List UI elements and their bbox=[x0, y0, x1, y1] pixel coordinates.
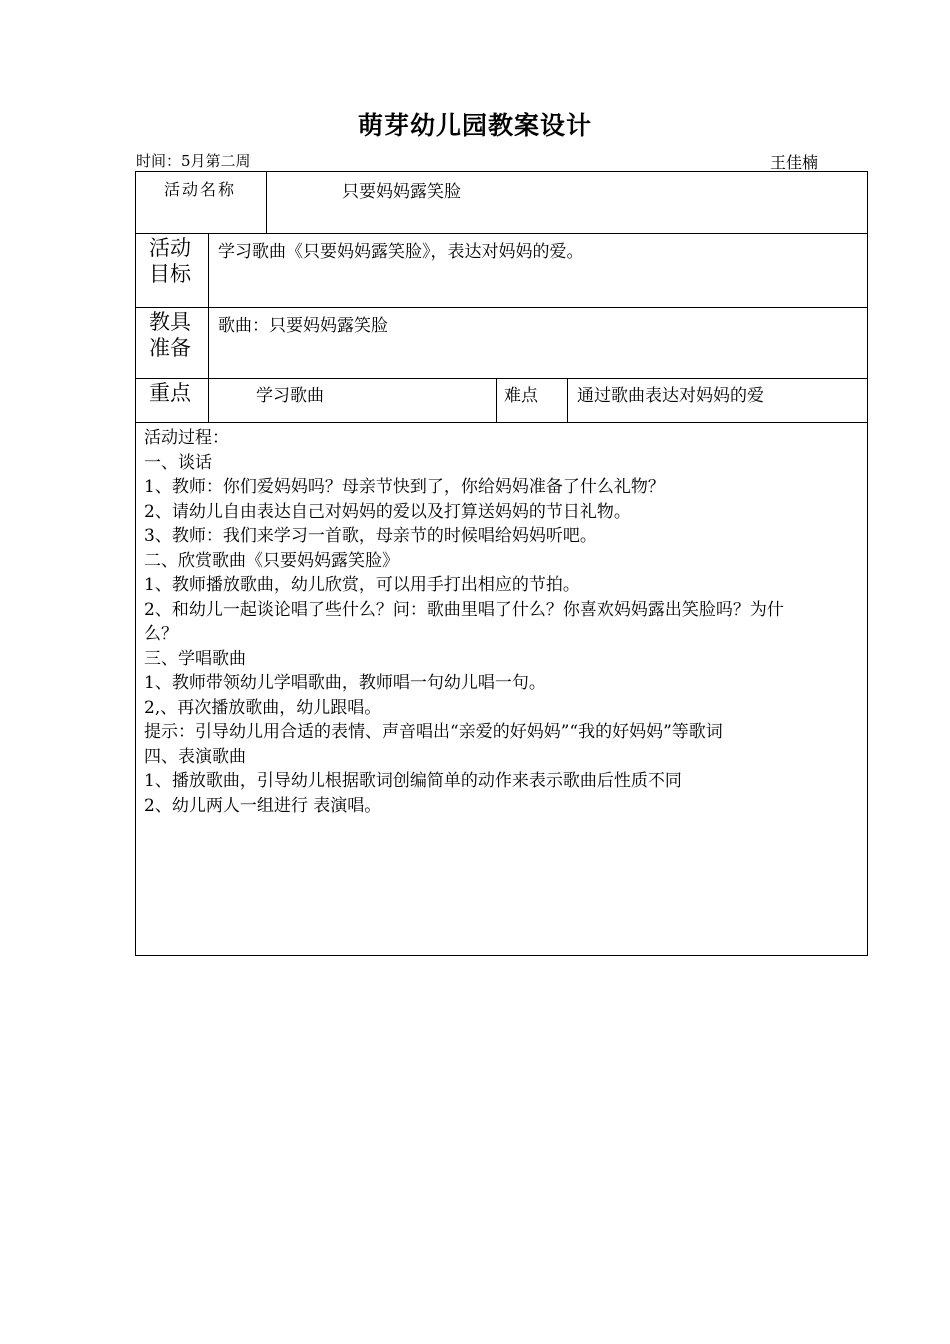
process-line: 1、教师播放歌曲，幼儿欣赏，可以用手打出相应的节拍。 bbox=[144, 575, 580, 595]
activity-name-value: 只要妈妈露笑脸 bbox=[342, 182, 461, 202]
process-line: 么？ bbox=[144, 624, 178, 644]
materials-value: 歌曲：只要妈妈露笑脸 bbox=[218, 316, 388, 336]
section-heading: 四、表演歌曲 bbox=[144, 746, 246, 767]
section-heading: 二、欣赏歌曲《只要妈妈露笑脸》 bbox=[144, 550, 399, 571]
difficulty-value: 通过歌曲表达对妈妈的爱 bbox=[577, 386, 764, 406]
key-point-value: 学习歌曲 bbox=[256, 386, 324, 406]
activity-name-label: 活动名称 bbox=[164, 180, 237, 199]
key-point-label: 重点 bbox=[149, 381, 191, 405]
goal-value: 学习歌曲《只要妈妈露笑脸》，表达对妈妈的爱。 bbox=[218, 242, 584, 262]
column-divider bbox=[567, 378, 568, 422]
document-title: 萌芽幼儿园教案设计 bbox=[357, 111, 592, 140]
row-divider bbox=[136, 422, 867, 423]
process-line: 1、教师带领幼儿学唱歌曲，教师唱一句幼儿唱一句。 bbox=[144, 673, 546, 693]
process-line: 2、请幼儿自由表达自己对妈妈的爱以及打算送妈妈的节日礼物。 bbox=[144, 501, 631, 522]
process-line: 提示：引导幼儿用合适的表情、声音唱出“亲爱的好妈妈”“我的好妈妈”等歌词 bbox=[144, 722, 723, 742]
column-divider bbox=[208, 233, 209, 422]
row-divider bbox=[136, 307, 867, 308]
materials-label-line1: 教具 bbox=[149, 310, 191, 334]
column-divider bbox=[266, 172, 267, 233]
column-divider bbox=[496, 378, 497, 422]
difficulty-label: 难点 bbox=[504, 386, 538, 406]
row-divider bbox=[136, 378, 867, 379]
process-heading: 活动过程： bbox=[144, 428, 229, 448]
activity-process bbox=[144, 426, 859, 818]
process-line: 2,、再次播放歌曲，幼儿跟唱。 bbox=[144, 697, 382, 718]
time-label: 时间：5月第二周 bbox=[136, 152, 251, 170]
section-heading: 三、学唱歌曲 bbox=[144, 648, 246, 669]
materials-label-line2: 准备 bbox=[149, 336, 191, 360]
goal-label-line1: 活动 bbox=[149, 236, 191, 260]
process-line: 1、教师：你们爱妈妈吗？母亲节快到了，你给妈妈准备了什么礼物？ bbox=[144, 477, 665, 497]
section-heading: 一、谈话 bbox=[144, 452, 212, 473]
row-divider bbox=[136, 233, 867, 234]
teacher-name: 王佳楠 bbox=[770, 153, 819, 172]
process-line: 3、教师：我们来学习一首歌，母亲节的时候唱给妈妈听吧。 bbox=[144, 526, 597, 546]
lesson-plan-table bbox=[135, 171, 868, 956]
process-line: 2、幼儿两人一组进行 表演唱。 bbox=[144, 795, 382, 816]
process-line: 2、和幼儿一起谈论唱了些什么？问：歌曲里唱了什么？你喜欢妈妈露出笑脸吗？为什 bbox=[144, 599, 784, 620]
process-line: 1、播放歌曲，引导幼儿根据歌词创编简单的动作来表示歌曲后性质不同 bbox=[144, 771, 682, 791]
goal-label-line2: 目标 bbox=[149, 262, 191, 286]
